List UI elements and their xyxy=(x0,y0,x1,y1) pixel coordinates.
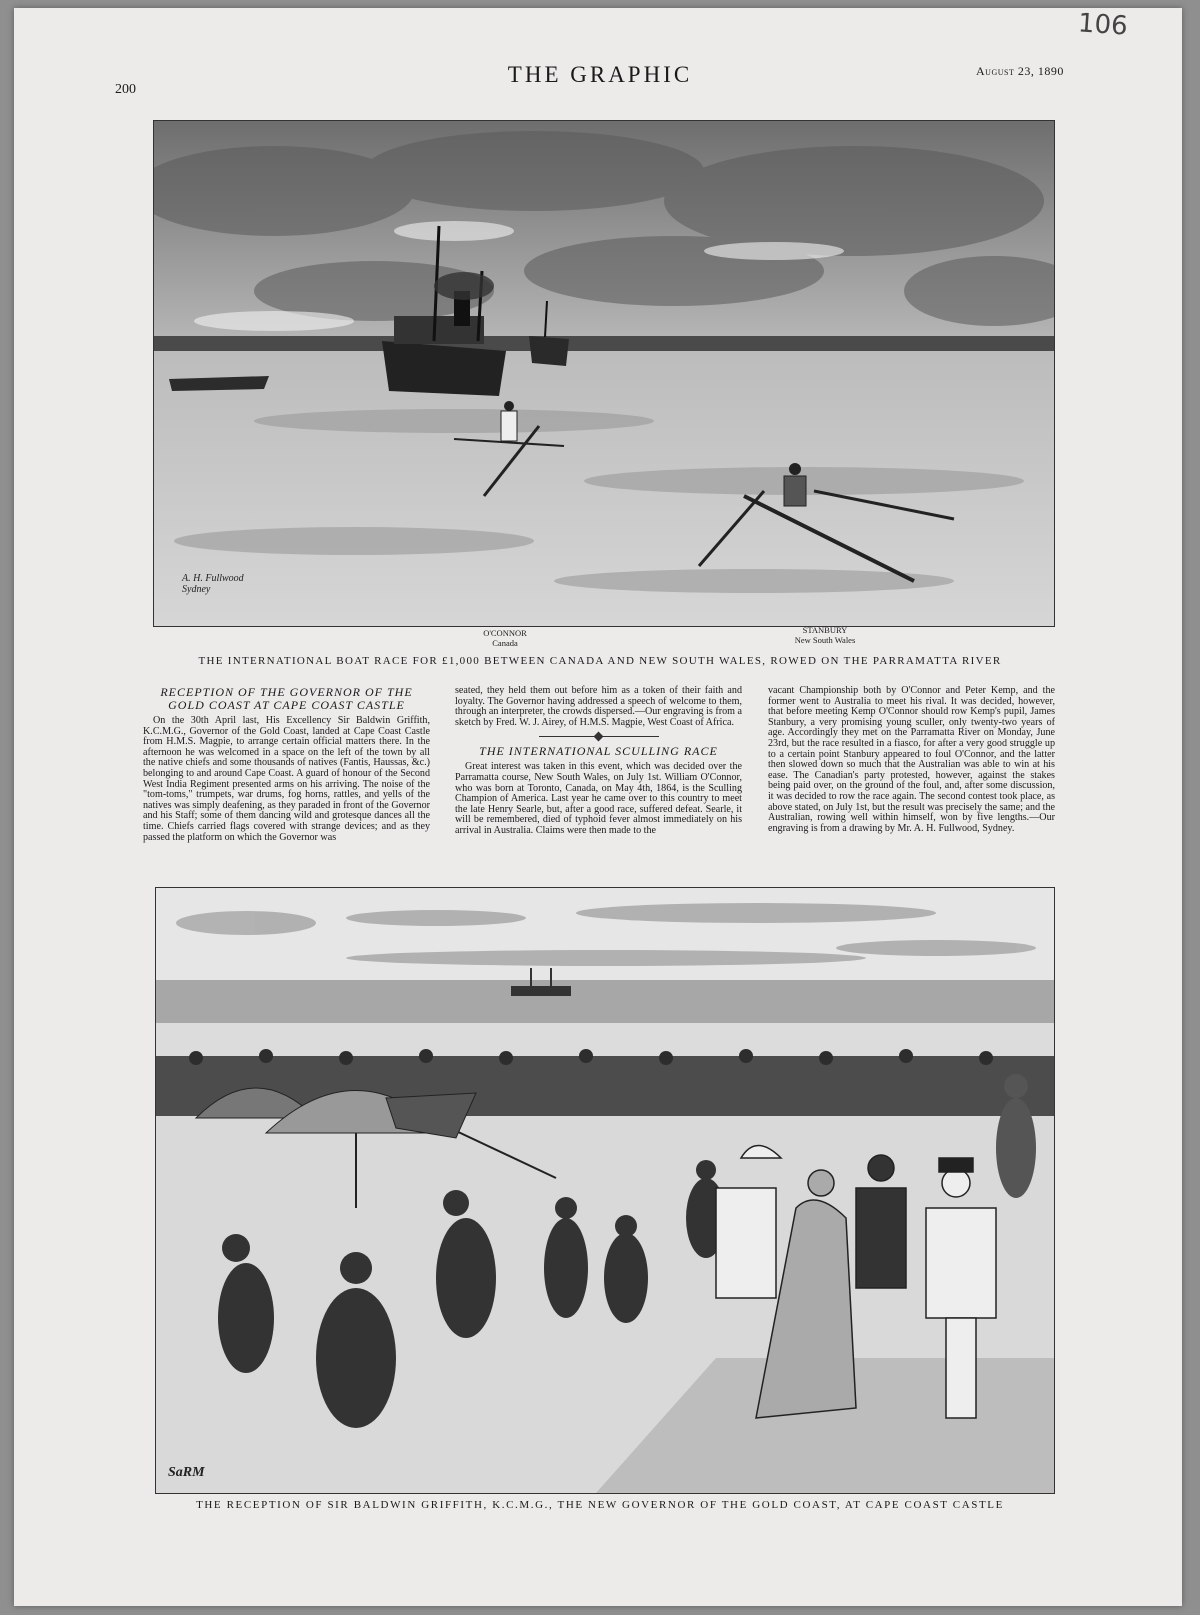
reception-body-part2: seated, they held them out before him as a token of their faith and loyalty. The Governor having addressed a speech of welcome to them, through an interpreter, the crowds dispersed.—Our engraving is from a sketch by Fred. W. J. Airey, of H.M.S. Magpie, West Coast of Africa. xyxy=(455,685,742,728)
sculling-heading: THE INTERNATIONAL SCULLING RACE xyxy=(479,744,718,759)
reception-heading-line2: GOLD COAST AT CAPE COAST CASTLE xyxy=(168,698,405,712)
rower-caption-oconnor xyxy=(455,629,555,648)
boat-race-illustration xyxy=(154,121,1054,626)
top-engraving-signature: A. H. Fullwood Sydney xyxy=(182,573,244,595)
bottom-engraving-signature: SaRM xyxy=(168,1465,205,1480)
rower-caption-stanbury xyxy=(770,626,880,645)
reception-illustration xyxy=(156,888,1054,1493)
section-divider xyxy=(539,736,659,737)
rower-country-stanbury: New South Wales xyxy=(794,634,856,645)
reception-body-part1: On the 30th April last, His Excellency Sir Baldwin Griffith, K.C.M.G., Governor of the Gold Coast, landed at Cape Coast Castle from H.M.S. Magpie, to arrange certain official matters there. In the afternoon he was welcomed in a space on the left of the town by all the native chiefs and some thousands of natives (Fantis, Haussas, &c.) belonging to and around Cape Coast. A guard of honour of the Second West India Regiment presented arms on his arriving. The noise of the "tom-toms," trumpets, war drums, fog horns, rattles, and yells of the natives was simply deafening, as they paraded in front of the Governor and his Staff; some of them dancing wild and grotesque dances all the time. Chiefs carried flags covered with strange devices; and as they passed the platform on which the Governor was xyxy=(143,715,430,843)
page-number: 200 xyxy=(115,82,136,97)
rower-name-oconnor: O'CONNOR xyxy=(483,628,527,638)
rower-country-oconnor: Canada xyxy=(492,637,518,648)
masthead-title: THE GRAPHIC xyxy=(507,62,693,87)
reception-heading-line1: RECEPTION OF THE GOVERNOR OF THE xyxy=(160,685,413,699)
column-1 xyxy=(143,686,430,843)
issue-date: August 23, 1890 xyxy=(976,64,1064,78)
reception-engraving xyxy=(155,887,1055,1494)
reception-heading xyxy=(143,686,430,712)
pencil-annotation: 106 xyxy=(1077,8,1129,42)
rower-name-stanbury: STANBURY xyxy=(802,625,848,635)
reception-caption: THE RECEPTION OF SIR BALDWIN GRIFFITH, K.C.M.G., THE NEW GOVERNOR OF THE GOLD COAST, AT CAPE COAST CASTLE xyxy=(196,1499,1004,1511)
sculling-body-part1: Great interest was taken in this event, which was decided over the Parramatta course, New South Wales, on July 1st. William O'Connor, who was born at Toronto, Canada, on May 4th, 1864, is the Sculling Champion of America. Last year he came over to this country to meet the late Henry Searle, but, after a good race, suffered defeat. Searle, it will be remembered, died of typhoid fever almost immediately on his arrival in Australia. Claims were then made to the xyxy=(455,761,742,836)
column-2 xyxy=(455,686,742,837)
boat-race-engraving xyxy=(153,120,1055,627)
column-3 xyxy=(768,686,1055,834)
sculling-body-part2: vacant Championship both by O'Connor and Peter Kemp, and the former went to Australia to meet his rival. It was decided, however, that before meeting Kemp O'Connor should row Kemp's pupil, James Stanbury, a very promising young sculler, only twenty-two years of age. Accordingly they met on the Parramatta River on Monday, June 23rd, but the race resulted in a fiasco, for after a very good struggle up to a certain point Stanbury appeared to foul O'Connor, and the latter then slowed down so much that the Australian was able to win at his ease. The Canadian's party protested, however, against the stakes being paid over, on the ground of the foul, and, after some discussion, it was decided to row the race again. The second contest took place, as above stated, on July 1st, but the result was precisely the same; and the Australian, rowing well within himself, won by five lengths.—Our engraving is from a drawing by Mr. A. H. Fullwood, Sydney. xyxy=(768,685,1055,834)
boat-race-caption: THE INTERNATIONAL BOAT RACE FOR £1,000 BETWEEN CANADA AND NEW SOUTH WALES, ROWED ON THE PARRAMATTA RIVER xyxy=(198,655,1002,667)
